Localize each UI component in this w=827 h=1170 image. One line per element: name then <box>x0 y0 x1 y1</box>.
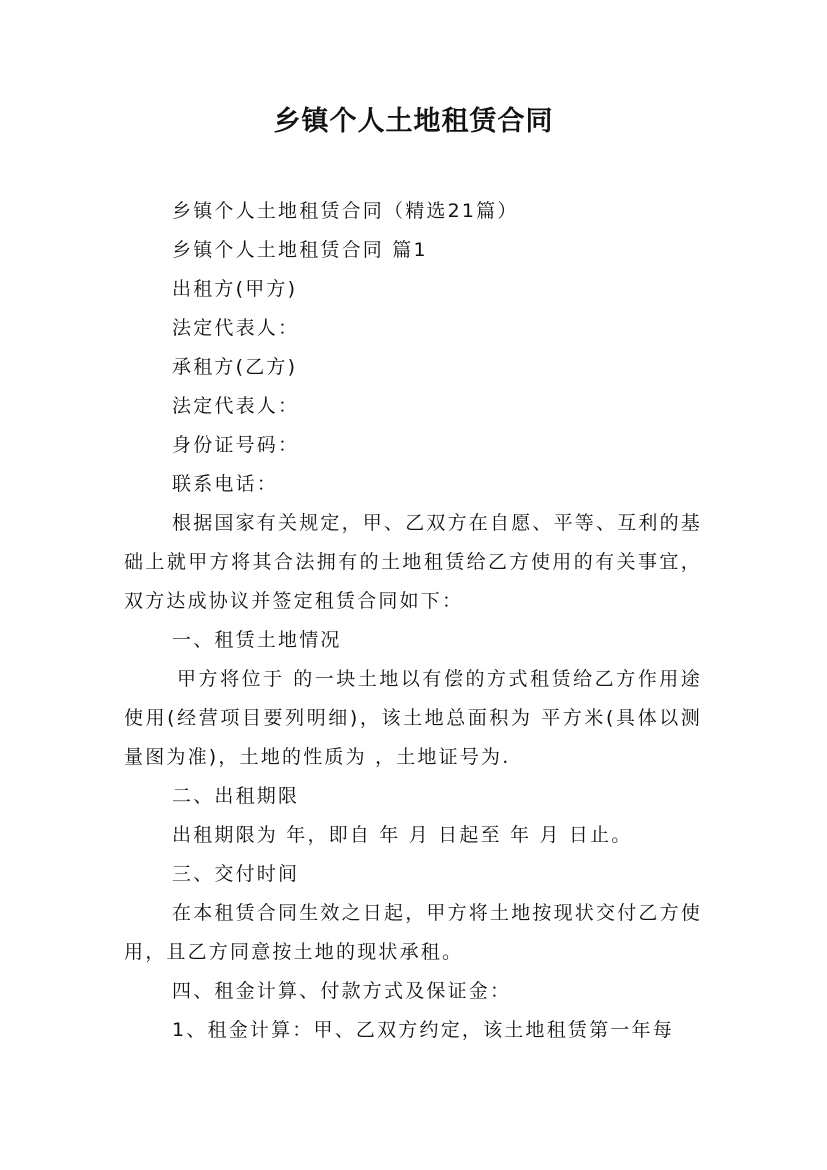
paragraph: 出租期限为 年，即自 年 月 日起至 年 月 日止。 <box>172 824 633 846</box>
section-heading: 一、租赁土地情况 <box>172 629 342 651</box>
document-body <box>124 192 702 1050</box>
paragraph: 法定代表人： <box>172 395 300 417</box>
paragraph: 乡镇个人土地租赁合同 篇1 <box>172 239 428 261</box>
paragraph: 1、租金计算：甲、乙双方约定，该土地租赁第一年每 <box>172 1019 674 1041</box>
paragraph: 联系电话： <box>172 473 279 495</box>
paragraph: 出租方(甲方) <box>172 278 298 300</box>
paragraph: 法定代表人： <box>172 317 300 339</box>
section-heading: 二、出租期限 <box>172 785 300 807</box>
paragraph: 甲方将位于 的一块土地以有偿的方式租赁给乙方作用途使用(经营项目要列明细)，该土地总面积为 平方米(具体以测量图为准)，土地的性质为 ，土地证号为. <box>124 668 702 768</box>
section-heading: 三、交付时间 <box>172 863 300 885</box>
paragraph: 乡镇个人土地租赁合同（精选21篇） <box>172 200 519 222</box>
section-heading: 四、租金计算、付款方式及保证金： <box>172 980 512 1002</box>
paragraph: 身份证号码： <box>172 434 300 456</box>
paragraph: 承租方(乙方) <box>172 356 298 378</box>
document-title: 乡镇个人土地租赁合同 <box>273 106 554 137</box>
paragraph: 在本租赁合同生效之日起，甲方将土地按现状交付乙方使用，且乙方同意按土地的现状承租。 <box>124 902 703 963</box>
paragraph: 根据国家有关规定，甲、乙双方在自愿、平等、互利的基础上就甲方将其合法拥有的土地租赁给乙方使用的有关事宜，双方达成协议并签定租赁合同如下： <box>124 512 703 612</box>
